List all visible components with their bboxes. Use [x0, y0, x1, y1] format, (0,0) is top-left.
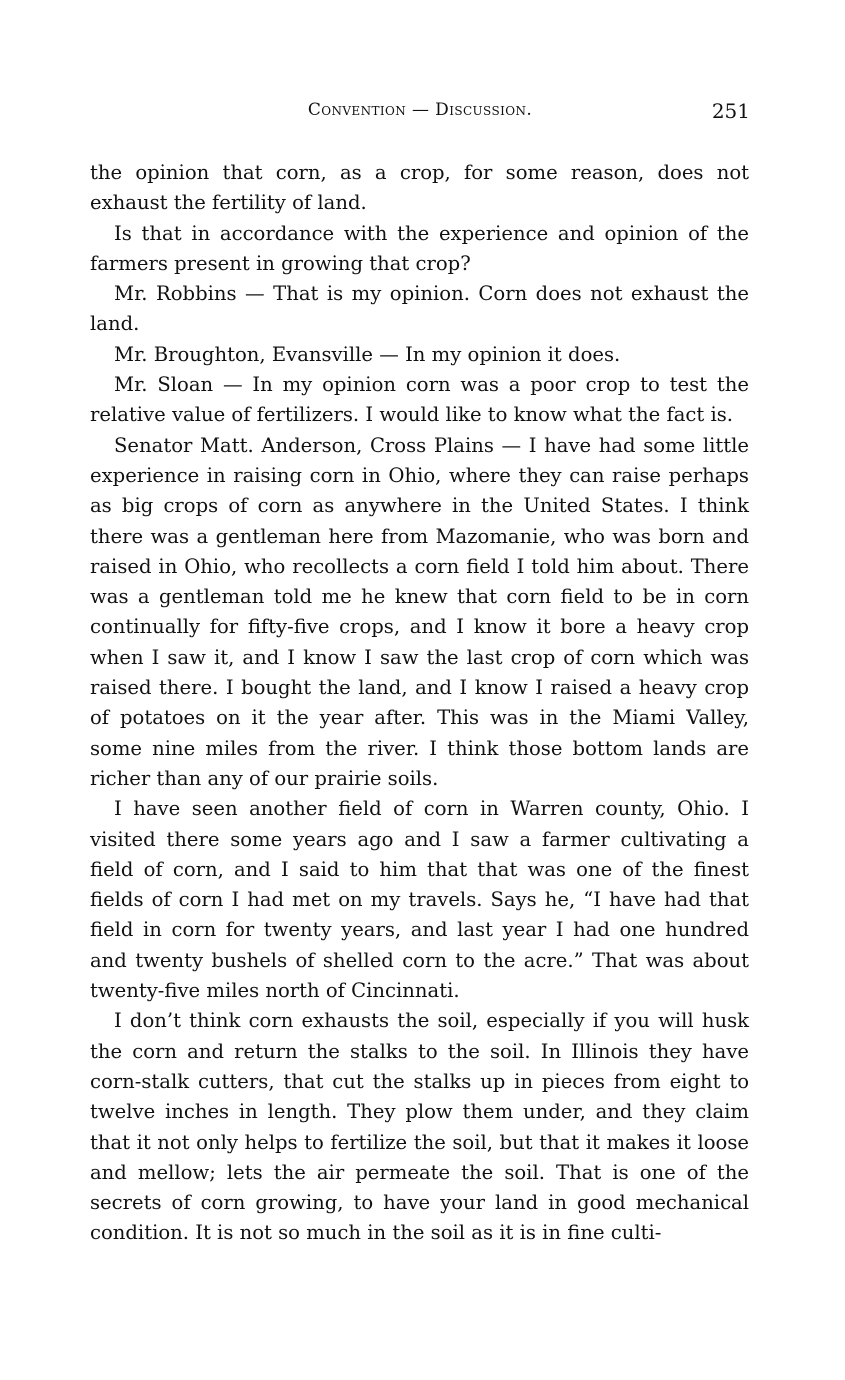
paragraph-anderson: Senator Matt. Anderson, Cross Plains — I have had some little experience in raising corn in Ohio, where they can raise perhaps as big crops of corn as anywhere in the United States. I think there was a gentleman here from Mazomanie, who was born and raised in Ohio, who recollects a corn field I told him about. There was a gentleman told me he knew that corn field to be in corn continually for fifty-five crops, and I know it bore a heavy crop when I saw it, and I know I saw the last crop of corn which was raised there. I bought the land, and I know I raised a heavy crop of potatoes on it the year after. This was in the Miami Valley, some nine miles from the river. I think those bottom lands are richer than any of our prairie soils.	[90, 433, 749, 790]
paragraph-continuation: the opinion that corn, as a crop, for some reason, does not exhaust the fertility of land.	[90, 161, 749, 215]
paragraph-corn-stalks: I don’t think corn exhausts the soil, especially if you will husk the corn and return the stalks to the soil. In Illinois they have corn-stalk cutters, that cut the stalks up in pieces from eight to twelve inches in length. They plow them under, and they claim that it not only helps to fertilize the soil, but that it makes it loose and mellow; lets the air permeate the soil. That is one of the secrets of corn growing, to have your land in good mechanical condition. It is not so much in the soil as it is in fine culti-	[90, 1009, 749, 1245]
paragraph-question: Is that in accordance with the experience and opinion of the farmers present in growing that crop?	[90, 221, 749, 275]
paragraph-robbins: Mr. Robbins — That is my opinion. Corn does not exhaust the land.	[90, 282, 749, 336]
paragraph-broughton: Mr. Broughton, Evansville — In my opinion it does.	[114, 342, 621, 366]
body-text	[90, 158, 749, 1249]
running-title: Convention — Discussion.	[307, 100, 533, 120]
running-head	[90, 100, 750, 130]
paragraph-warren-county: I have seen another field of corn in Warren county, Ohio. I visited there some years ago and I saw a farmer cultivating a field of corn, and I said to him that that was one of the finest fields of corn I had met on my travels. Says he, “I have had that field in corn for twenty years, and last year I had one hundred and twenty bushels of shelled corn to the acre.” That was about twenty-five miles north of Cincinnati.	[90, 797, 749, 1003]
paragraph-sloan: Mr. Sloan — In my opinion corn was a poor crop to test the relative value of fertilizers. I would like to know what the fact is.	[90, 373, 749, 427]
page-number: 251	[711, 99, 750, 123]
